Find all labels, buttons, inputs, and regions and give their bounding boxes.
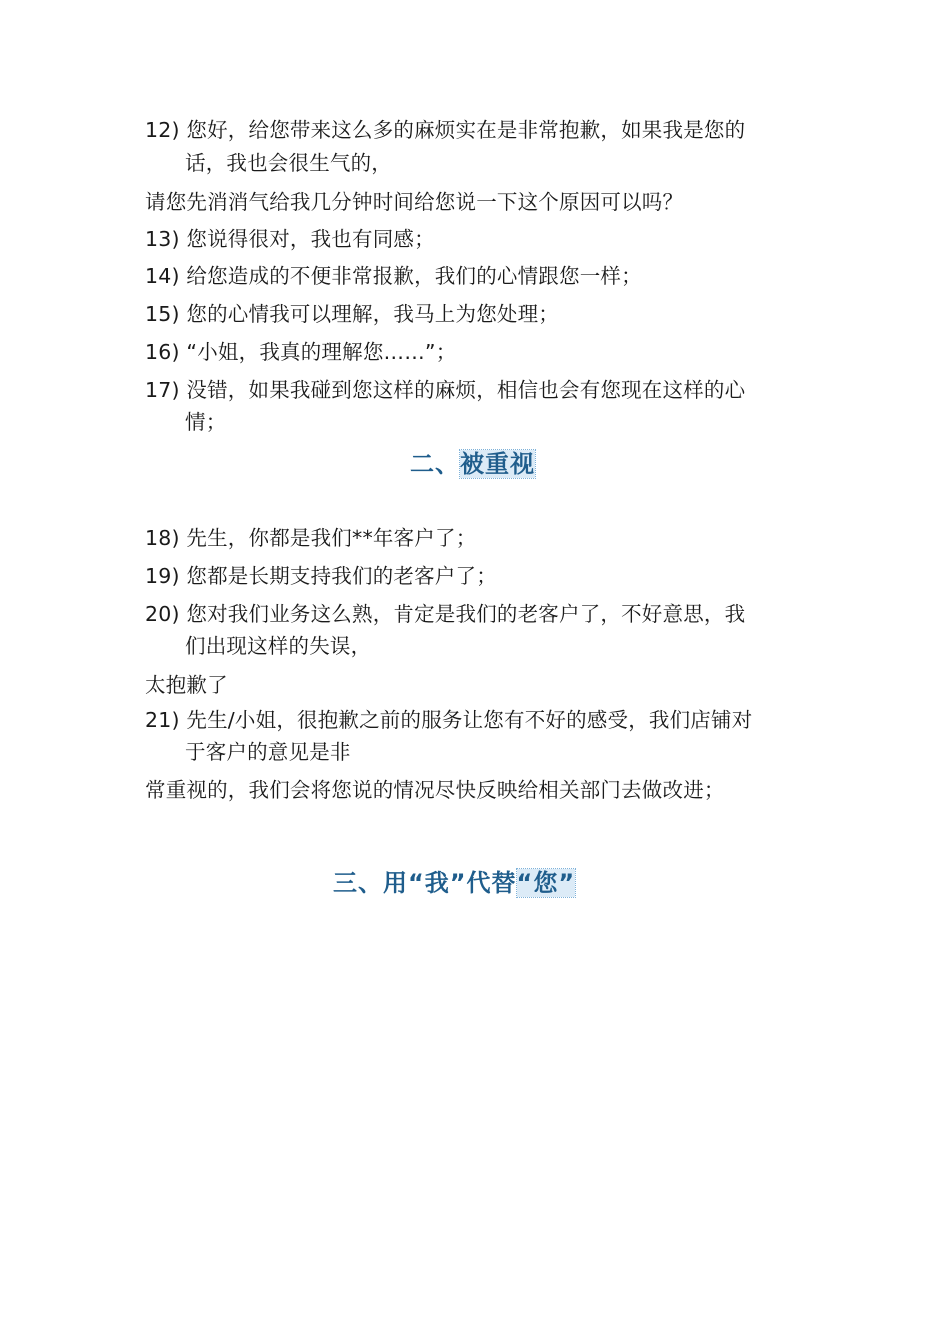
item-text: 给您造成的不便非常报歉，我们的心情跟您一样； [186, 264, 642, 288]
heading-prefix: 三、用“我”代替 [333, 869, 517, 897]
list-item-17-line-1 [145, 377, 745, 403]
list-item-16 [145, 339, 456, 365]
item-text: 没错，如果我碰到您这样的麻烦，相信也会有您现在这样的心 [186, 378, 746, 402]
item-text: 您好，给您带来这么多的麻烦实在是非常抱歉，如果我是您的 [186, 118, 746, 142]
heading-highlight: 被重视 [460, 450, 535, 478]
item-number: 16) [145, 340, 180, 364]
item-number: 12) [145, 118, 180, 142]
item-text: “小姐，我真的理解您……”； [186, 340, 457, 364]
list-item-20-line-1 [145, 601, 745, 627]
list-item-12-continuation: 请您先消消气给我几分钟时间给您说一下这个原因可以吗？ [145, 190, 684, 214]
heading-prefix: 二、 [410, 450, 460, 478]
item-number: 19) [145, 564, 180, 588]
item-text: 您的心情我可以理解，我马上为您处理； [186, 302, 560, 326]
item-text: 先生/小姐，很抱歉之前的服务让您有不好的感受，我们店铺对 [186, 708, 753, 732]
list-item-21-line-2: 于客户的意见是非 [185, 740, 351, 764]
item-text: 您说得很对，我也有同感； [186, 227, 435, 251]
item-number: 17) [145, 378, 180, 402]
list-item-18 [145, 525, 476, 551]
item-number: 21) [145, 708, 180, 732]
list-item-19 [145, 563, 497, 589]
item-number: 15) [145, 302, 180, 326]
list-item-21-continuation: 常重视的，我们会将您说的情况尽快反映给相关部门去做改进； [145, 778, 725, 802]
section-heading-3 [333, 868, 575, 898]
list-item-21-line-1 [145, 707, 752, 733]
item-number: 13) [145, 227, 180, 251]
list-item-13 [145, 226, 435, 252]
item-number: 18) [145, 526, 180, 550]
list-item-12-line-1 [145, 117, 745, 143]
item-number: 20) [145, 602, 180, 626]
list-item-20-continuation: 太抱歉了 [145, 673, 228, 697]
item-text: 先生，你都是我们**年客户了； [186, 526, 477, 550]
heading-highlight: “您” [516, 869, 576, 897]
item-text: 您都是长期支持我们的老客户了； [186, 564, 497, 588]
list-item-12-line-2: 话，我也会很生气的， [185, 151, 392, 175]
item-text: 您对我们业务这么熟，肯定是我们的老客户了，不好意思，我 [186, 602, 746, 626]
list-item-14 [145, 263, 642, 289]
section-heading-2 [410, 449, 535, 479]
list-item-17-line-2: 情； [185, 410, 227, 434]
list-item-15 [145, 301, 559, 327]
list-item-20-line-2: 们出现这样的失误， [185, 634, 372, 658]
item-number: 14) [145, 264, 180, 288]
